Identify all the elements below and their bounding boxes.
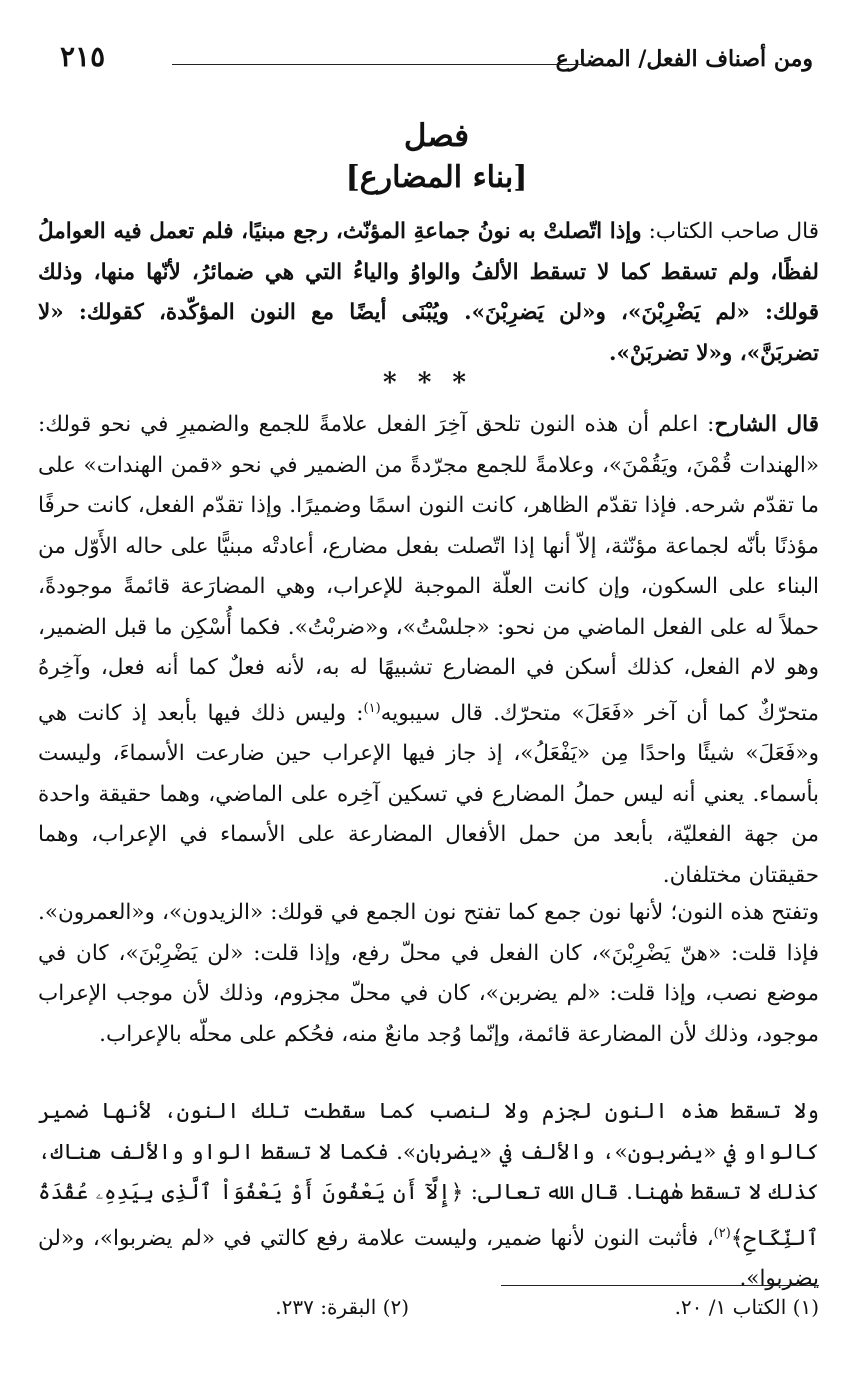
commentary-paragraph-2: وتفتح هذه النون؛ لأنها نون جمع كما تفتح نون الجمع في قولك: «الزيدون»، و«العمرون». فإذا قلت: «هنّ يَضْرِبْنَ»، كان الفعل في محلّ رفع، وإذا قلت: «لن يَضْرِبْنَ»، كان في موضع نصب، وإذا قلت: «لم يضربن»، كان في محلّ مجزوم، وذلك لأن موجب الإعراب موجود، وذلك لأن المضارعة قائمة، وإنّما وُجد مانعٌ منه، فحُكم على محلّه بالإعراب. xyxy=(38,900,819,1047)
footnote-ref-2[interactable]: (٢) xyxy=(713,1225,731,1241)
footnote-ref-1[interactable]: (١) xyxy=(363,700,381,716)
matn-text: وإذا اتّصلتْ به نونُ جماعةِ المؤنّث، رجع مبنيًا، فلم تعمل فيه العواملُ لفظًا، ولم تسقط كما لا تسقط الألفُ والواوُ والياءُ التي هي ضمائرُ، لأنّها منها، وذلك قولك: «لم يَضْرِبْنَ»، و«لن يَضرِبْنَ». ويُبْنَى أيضًا مع النون المؤكّدة، كقولك: «لا تضربَنَّ»، و«لا تضربَنْ». xyxy=(38,219,819,366)
section-title: فصل xyxy=(403,118,470,154)
commentary-text-1b: : وليس ذلك فيها بأبعد إذ كانت هي و«فَعَلَ» شيئًا واحدًا مِن «يَفْعَلُ»، إذ جاز فيها الإعراب حين ضارعت الأسماءَ، وليست بأسماء. يعني أنه ليس حملُ المضارع في تسكين آخِره على الماضي، وهما حقيقة واحدة من جهة الفعليّة، بأبعد من حمل الأفعال المضارعة على الأسماء في الإعراب، وهما حقيقتان مختلفان. xyxy=(38,700,819,888)
matn-paragraph xyxy=(38,212,819,374)
running-title: ومن أصناف الفعل/ المضارع xyxy=(555,46,813,72)
commentary-text-3b: ، فأثبت النون لأنها ضمير، وليست علامة رفع كالتي في «لم يضربوا»، و«لن يضربوا». xyxy=(38,1225,819,1292)
commentator-label: قال الشارح xyxy=(714,412,820,437)
footnote-2: (٢) البقرة: ٢٣٧. xyxy=(275,1295,409,1319)
commentary-paragraph-1 xyxy=(38,405,819,896)
page-header xyxy=(60,40,813,80)
commentary-text-1a: : اعلم أن هذه النون تلحق آخِرَ الفعل علامةً للجمع والضميرِ في نحو قولك: «الهندات قُمْنَ، ويَقُمْنَ»، وعلامةً للجمع مجرّدةً من الضمير في نحو «قمن الهندات» على ما تقدّم شرحه. فإذا تقدّم الظاهر، كانت النون اسمًا وضميرًا. وإذا تقدّم الفعل، كانت حرفًا مؤذنًا بأنّه لجماعة مؤنّثة، إلاّ أنها إذا اتّصلت بفعل مضارع، أعادتْه مبنيًّا على حاله الأَوّل من البناء على السكون، وإن كانت العلّة الموجبة للإعراب، وهي المضارَعة قائمةً موجودةً، حملاً له على الفعل الماضي من نحو: «جلسْتُ»، و«ضربْتُ». فكما أُسْكِن ما قبل الضمير، وهو لام الفعل، كذلك أسكن في المضارع تشبيهًا له به، لأنه فعلٌ كما أنه فعل، وآخِرهُ متحرّكٌ كما أن آخر «فَعَلَ» متحرّك. قال سيبويه xyxy=(38,412,819,726)
commentary-paragraph-3 xyxy=(38,1092,819,1300)
section-separator: * * * xyxy=(383,368,472,398)
commentary-text-3a: ولا تسقط هذه النون لجزم ولا لنصب كما سقطت تلك النون، لأنها ضمير كالواو في «يضربون»، والألف في «يضربان». فكما لا تسقط الواو والألف هناك، كذلك لا تسقط هٰهنا. قال الله تعالى: ﴿إِلَّآ أَن يَعْفُونَ أَوْ يَعْفُوَاْ ٱلَّذِى بِيَدِهِۦ عُقْدَةُ ٱلنِّكَاحِ﴾ xyxy=(38,1099,819,1251)
footnote-rule xyxy=(501,1285,819,1286)
page-number: ٢١٥ xyxy=(60,40,106,73)
matn-intro: قال صاحب الكتاب: xyxy=(641,219,819,244)
section-subtitle: [بناء المضارع] xyxy=(345,160,528,195)
header-rule xyxy=(172,64,593,65)
footnote-1: (١) الكتاب ١/ ٢٠. xyxy=(674,1295,819,1319)
